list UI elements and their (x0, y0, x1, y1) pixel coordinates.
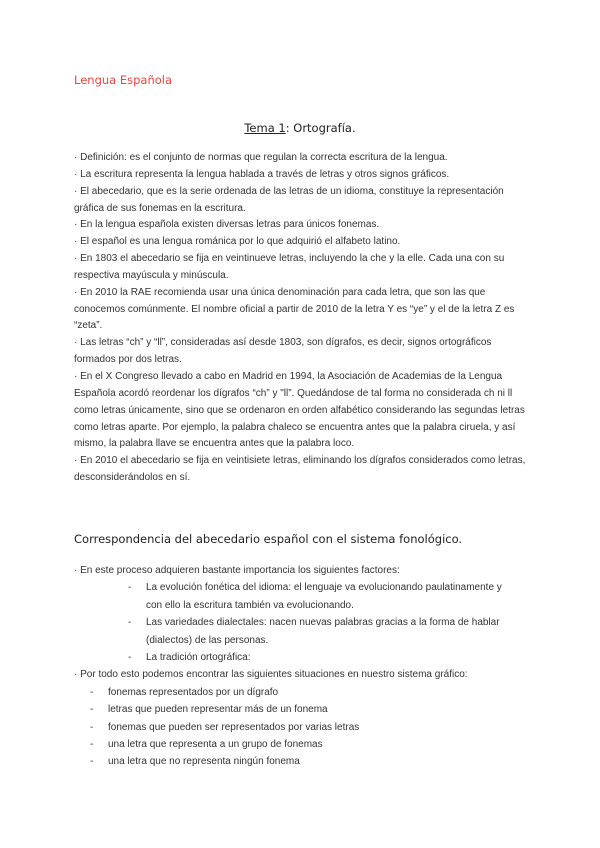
subject-title: Lengua Española (74, 73, 173, 87)
section-heading: Correspondencia del abecedario español con el sistema fonológico. (74, 532, 463, 546)
situation-text: fonemas que pueden ser representados por varias letras (108, 721, 360, 733)
dash-bullet: - (90, 721, 94, 733)
situation-item (74, 701, 534, 718)
situation-item (74, 736, 534, 753)
situation-text: letras que pueden representar más de un fonema (108, 704, 328, 716)
dash-bullet: - (128, 582, 132, 594)
paragraph: · En la lengua española existen diversas letras para únicos fonemas. (74, 219, 380, 231)
situation-text: una letra que no representa ningún fonema (108, 756, 300, 768)
factor-text: Las variedades dialectales: nacen nuevas palabras gracias a la forma de hablar (dialectos) de las personas. (146, 617, 500, 646)
factor-text: La evolución fonética del idioma: el lenguaje va evolucionando paulatinamente y (146, 582, 502, 594)
section-intro-2: · Por todo esto podemos encontrar las siguientes situaciones en nuestro sistema gráfico: (74, 669, 468, 681)
factor-item (74, 579, 534, 614)
topic-heading (0, 121, 600, 135)
dash-bullet: - (128, 652, 132, 664)
situation-text: fonemas representados por un dígrafo (108, 686, 279, 698)
situation-item (74, 753, 534, 770)
dash-bullet: - (128, 617, 132, 629)
situation-item (74, 684, 534, 701)
section-body (74, 562, 534, 771)
section-intro: · En este proceso adquieren bastante importancia los siguientes factores: (74, 565, 400, 576)
paragraph: · Definición: es el conjunto de normas que regulan la correcta escritura de la lengua. (74, 152, 448, 163)
paragraph: · Las letras “ch” y “ll”, consideradas así desde 1803, son dígrafos, es decir, signos ortográficos formados por dos letras. (74, 337, 492, 366)
paragraph: · En 2010 el abecedario se fija en veintisiete letras, eliminando los dígrafos considerados como letras, desconsiderándolos en sí. (74, 455, 526, 484)
paragraph: · El español es una lengua románica por lo que adquirió el alfabeto latino. (74, 236, 401, 248)
paragraph: · En el X Congreso llevado a cabo en Madrid en 1994, la Asociación de Academias de la Lengua Española acordó reordenar los dígrafos “ch” y "ll”. Quedándose de tal forma no considerada ch ni ll como letras únicamente, sino que se ordenaron en orden alfabético considerando las segundas letras como letras aparte. Por ejemplo, la palabra chaleco se encuentra antes que la palabra ciruela, y así mismo, la palabra llave se encuentra antes que la palabra loco. (74, 370, 525, 450)
factor-item (74, 614, 534, 649)
dash-bullet: - (90, 704, 94, 716)
topic-title: : Ortografía. (285, 121, 356, 135)
paragraph: · La escritura representa la lengua hablada a través de letras y otros signos gráficos. (74, 168, 450, 180)
situation-item (74, 719, 534, 736)
factor-item (74, 649, 534, 666)
dash-bullet: - (90, 756, 94, 768)
dash-bullet: - (90, 686, 94, 698)
paragraph: · El abecedario, que es la serie ordenada de las letras de un idioma, constituye la representación gráfica de sus fonemas en la escritura. (74, 185, 504, 214)
definitions-body (74, 150, 530, 487)
situation-text: una letra que representa a un grupo de fonemas (108, 739, 323, 751)
factor-text-cont: con ello la escritura también va evolucionando. (146, 599, 354, 611)
paragraph: · En 1803 el abecedario se fija en veintinueve letras, incluyendo la che y la elle. Cada una con su respectiva mayúscula y minúscula. (74, 253, 505, 281)
factor-text: La tradición ortográfica: (146, 652, 251, 664)
paragraph: · En 2010 la RAE recomienda usar una única denominación para cada letra, que son las que conocemos comúnmente. El nombre oficial a partir de 2010 de la letra Y es “ye” y el de la letra Z es “zeta”. (74, 286, 515, 332)
topic-label: Tema 1 (244, 121, 286, 135)
dash-bullet: - (90, 739, 94, 751)
